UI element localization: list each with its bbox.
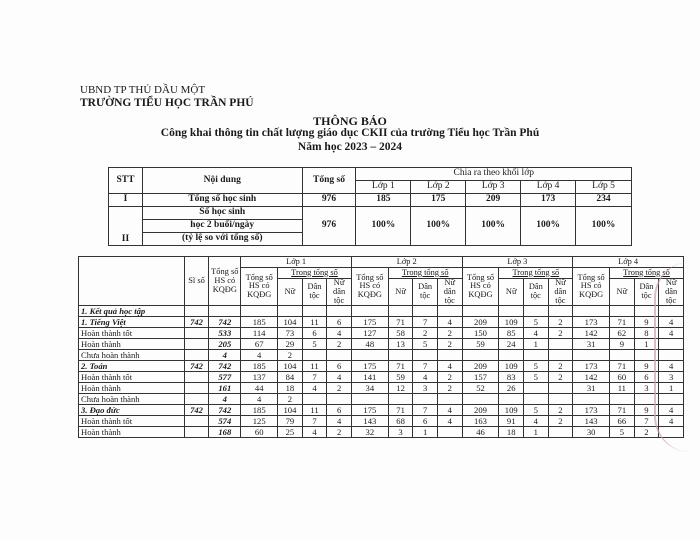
doc-title: THÔNG BÁO	[313, 114, 387, 128]
cell-total: 168	[209, 427, 241, 438]
cell-value: 91	[499, 416, 524, 427]
h-stt: STT	[109, 168, 143, 194]
cell-total: 4	[209, 394, 241, 405]
cell-value: 29	[278, 339, 303, 350]
h-total: Tổng số	[302, 168, 356, 194]
cell-value	[388, 350, 413, 361]
cell-value: 4	[241, 394, 278, 405]
cell-value	[548, 306, 573, 317]
cell-value: 7	[634, 416, 659, 427]
row-label: 2. Toán	[79, 361, 185, 372]
cell-siso: 742	[184, 361, 209, 372]
cell-value: 150	[462, 328, 499, 339]
table-row	[109, 194, 632, 207]
cell-value: 157	[462, 372, 499, 383]
cell-value: 4	[524, 416, 549, 427]
cell-value: 109	[499, 405, 524, 416]
cell-value: 209	[462, 317, 499, 328]
cell-value: 2	[437, 339, 462, 350]
h-dantoc: Dân tộc	[524, 279, 549, 306]
cell-value: 6	[634, 372, 659, 383]
results-table	[78, 256, 684, 438]
cell-value	[548, 383, 573, 394]
cell-value: 9	[634, 405, 659, 416]
cell-value: 185	[241, 405, 278, 416]
cell-value: 4	[302, 383, 327, 394]
cell-value: 2	[548, 405, 573, 416]
cell-value: 100%	[356, 207, 411, 246]
h-nu: Nữ	[388, 279, 413, 306]
row-label: 1. Kết quả học tập	[79, 306, 185, 317]
cell-total: 742	[209, 405, 241, 416]
cell-value: 52	[462, 383, 499, 394]
cell-value: 127	[351, 328, 388, 339]
cell-value: 100%	[411, 207, 466, 246]
row-label: Hoàn thành	[79, 383, 185, 394]
cell-value: 4	[437, 416, 462, 427]
cell-value: 2	[548, 416, 573, 427]
cell-value: 2	[548, 372, 573, 383]
cell-value	[524, 306, 549, 317]
h-nu: Nữ	[610, 279, 635, 306]
cell-value: 143	[573, 416, 610, 427]
cell-value: 4	[659, 416, 684, 427]
cell-value: 13	[388, 339, 413, 350]
cell-value: 8	[634, 328, 659, 339]
cell-value	[548, 339, 573, 350]
cell-value: 5	[524, 405, 549, 416]
cell-value: 31	[573, 339, 610, 350]
cell-value: 4	[659, 328, 684, 339]
cell-value	[302, 394, 327, 405]
h-grade: Lớp 2	[411, 181, 466, 194]
cell-value: 71	[388, 361, 413, 372]
cell-value: 4	[302, 427, 327, 438]
cell-value	[548, 394, 573, 405]
cell-value: 4	[327, 372, 352, 383]
cell-stt: II	[109, 207, 143, 246]
cell-value: 141	[351, 372, 388, 383]
table-row	[79, 383, 684, 394]
cell-value: 137	[241, 372, 278, 383]
cell-value: 173	[573, 405, 610, 416]
cell-siso	[184, 394, 209, 405]
cell-value	[437, 306, 462, 317]
cell-value: 142	[573, 328, 610, 339]
cell-value: 4	[327, 416, 352, 427]
cell-siso	[184, 339, 209, 350]
cell-total: 577	[209, 372, 241, 383]
cell-value: 6	[302, 328, 327, 339]
doc-subtitle: Công khai thông tin chất lượng giáo dục CKII của trường Tiểu học Trần Phú	[160, 127, 540, 139]
cell-value: 175	[411, 194, 466, 207]
summary-table	[108, 167, 632, 246]
cell-value: 4	[659, 361, 684, 372]
org-line-2: TRƯỜNG TIỂU HỌC TRẦN PHÚ	[80, 97, 254, 109]
cell-value	[327, 306, 352, 317]
cell-siso	[184, 383, 209, 394]
cell-value: 7	[413, 361, 438, 372]
cell-value	[524, 394, 549, 405]
cell-total: 742	[209, 317, 241, 328]
cell-value	[388, 306, 413, 317]
cell-total: 976	[302, 194, 356, 207]
cell-value: 209	[466, 194, 521, 207]
cell-value: 109	[499, 317, 524, 328]
row-label: 1. Tiếng Việt	[79, 317, 185, 328]
cell-value: 2	[548, 361, 573, 372]
h-content: Nội dung	[142, 168, 302, 194]
cell-siso	[184, 416, 209, 427]
cell-siso	[184, 427, 209, 438]
cell-value: 6	[327, 405, 352, 416]
cell-value: 234	[576, 194, 632, 207]
cell-value: 7	[302, 372, 327, 383]
cell-value: 7	[302, 416, 327, 427]
cell-value: 71	[610, 405, 635, 416]
cell-value: 1	[524, 339, 549, 350]
h-nudantoc: Nữ dân tộc	[659, 279, 684, 306]
cell-value: 67	[241, 339, 278, 350]
cell-value: 175	[351, 317, 388, 328]
cell-value: 163	[462, 416, 499, 427]
cell-value: 5	[524, 372, 549, 383]
cell-value: 109	[499, 361, 524, 372]
cell-siso	[184, 328, 209, 339]
cell-content: (tỷ lệ so với tổng số)	[142, 233, 302, 246]
cell-value: 100%	[466, 207, 521, 246]
cell-content: học 2 buổi/ngày	[142, 220, 302, 233]
cell-value: 71	[388, 317, 413, 328]
cell-value	[462, 394, 499, 405]
cell-value: 5	[610, 427, 635, 438]
cell-value: 18	[278, 383, 303, 394]
cell-value: 5	[302, 339, 327, 350]
cell-value: 1	[524, 427, 549, 438]
cell-value	[499, 394, 524, 405]
cell-value	[351, 394, 388, 405]
cell-value: 7	[413, 317, 438, 328]
cell-value: 6	[327, 361, 352, 372]
cell-value	[437, 394, 462, 405]
cell-value: 30	[573, 427, 610, 438]
cell-value: 2	[327, 427, 352, 438]
cell-value	[327, 394, 352, 405]
cell-value: 104	[278, 361, 303, 372]
h-label-blank	[79, 257, 185, 306]
h-grade: Lớp 1	[241, 257, 352, 268]
h-nu: Nữ	[499, 279, 524, 306]
cell-value: 4	[659, 317, 684, 328]
cell-value: 11	[302, 317, 327, 328]
cell-value	[437, 427, 462, 438]
cell-value: 1	[413, 427, 438, 438]
table-row	[79, 427, 684, 438]
cell-value: 4	[437, 405, 462, 416]
table-row	[79, 372, 684, 383]
table-row	[79, 416, 684, 427]
cell-value: 125	[241, 416, 278, 427]
cell-value: 142	[573, 372, 610, 383]
cell-value: 2	[327, 339, 352, 350]
cell-content: Tổng số học sinh	[142, 194, 302, 207]
cell-total: 742	[209, 361, 241, 372]
h-nudantoc: Nữ dân tộc	[548, 279, 573, 306]
cell-value: 209	[462, 405, 499, 416]
h-siso: Sĩ số	[184, 257, 209, 306]
cell-value: 24	[499, 339, 524, 350]
h-group: Chia ra theo khối lớp	[356, 168, 632, 181]
table-row	[79, 405, 684, 416]
cell-value	[413, 306, 438, 317]
cell-value: 143	[351, 416, 388, 427]
cell-value: 173	[573, 317, 610, 328]
cell-value: 2	[327, 383, 352, 394]
cell-value: 60	[241, 427, 278, 438]
cell-value: 2	[437, 372, 462, 383]
cell-total: 574	[209, 416, 241, 427]
cell-value: 5	[413, 339, 438, 350]
cell-total	[209, 306, 241, 317]
cell-value: 173	[573, 361, 610, 372]
cell-value	[524, 383, 549, 394]
table-row	[79, 394, 684, 405]
cell-value: 32	[351, 427, 388, 438]
h-tong-hs: Tổng số HS có KQĐG	[241, 268, 278, 306]
cell-value: 25	[278, 427, 303, 438]
cell-value: 173	[521, 194, 576, 207]
cell-value	[351, 350, 388, 361]
cell-value: 2	[548, 317, 573, 328]
cell-siso	[184, 350, 209, 361]
cell-value: 104	[278, 405, 303, 416]
cell-value	[327, 350, 352, 361]
cell-value: 83	[499, 372, 524, 383]
cell-value	[462, 350, 499, 361]
cell-value: 2	[634, 427, 659, 438]
h-grade: Lớp 2	[351, 257, 462, 268]
cell-value	[524, 350, 549, 361]
h-grade: Lớp 4	[573, 257, 684, 268]
row-label: Hoàn thành tốt	[79, 328, 185, 339]
cell-value: 66	[610, 416, 635, 427]
cell-value: 11	[610, 383, 635, 394]
h-dantoc: Dân tộc	[302, 279, 327, 306]
cell-value: 2	[278, 394, 303, 405]
cell-siso: 742	[184, 405, 209, 416]
cell-value: 1	[659, 383, 684, 394]
cell-value: 209	[462, 361, 499, 372]
table-row	[79, 350, 684, 361]
h-grade: Lớp 3	[462, 257, 573, 268]
cell-siso	[184, 372, 209, 383]
cell-value	[610, 306, 635, 317]
cell-value: 185	[241, 317, 278, 328]
cell-value: 3	[413, 383, 438, 394]
cell-value: 114	[241, 328, 278, 339]
cell-value: 2	[437, 328, 462, 339]
h-grade: Lớp 3	[466, 181, 521, 194]
table-row	[79, 328, 684, 339]
cell-value: 104	[278, 317, 303, 328]
cell-value: 175	[351, 405, 388, 416]
cell-value: 59	[462, 339, 499, 350]
cell-value	[351, 306, 388, 317]
cell-value: 71	[388, 405, 413, 416]
cell-value: 9	[610, 339, 635, 350]
cell-value	[610, 394, 635, 405]
cell-value: 71	[610, 317, 635, 328]
cell-value: 4	[437, 317, 462, 328]
cell-value: 84	[278, 372, 303, 383]
cell-value: 2	[413, 328, 438, 339]
cell-value	[278, 306, 303, 317]
cell-value: 175	[351, 361, 388, 372]
cell-value: 5	[524, 361, 549, 372]
h-grade: Lớp 1	[356, 181, 411, 194]
cell-value	[573, 394, 610, 405]
h-nu: Nữ	[278, 279, 303, 306]
cell-value: 2	[437, 383, 462, 394]
h-tong-hs: Tổng số HS có KQĐG	[462, 268, 499, 306]
cell-value: 85	[499, 328, 524, 339]
row-label: 3. Đạo đức	[79, 405, 185, 416]
cell-value: 100%	[521, 207, 576, 246]
cell-value	[573, 306, 610, 317]
cell-value	[241, 306, 278, 317]
cell-value: 4	[659, 405, 684, 416]
cell-value: 34	[351, 383, 388, 394]
h-trong: Trong tổng số	[610, 268, 684, 279]
h-trong: Trong tổng số	[278, 268, 352, 279]
row-label: Chưa hoàn thành	[79, 394, 185, 405]
table-row	[109, 207, 632, 220]
cell-value	[388, 394, 413, 405]
cell-value: 6	[413, 416, 438, 427]
cell-siso: 742	[184, 317, 209, 328]
cell-value: 1	[634, 339, 659, 350]
doc-year: Năm học 2023 – 2024	[297, 141, 403, 153]
cell-value	[302, 306, 327, 317]
h-nudantoc: Nữ dân tộc	[327, 279, 352, 306]
h-grade: Lớp 5	[576, 181, 632, 194]
h-tong-hs: Tổng số HS có KQĐG	[351, 268, 388, 306]
h-dantoc: Dân tộc	[413, 279, 438, 306]
org-line-1: UBND TP THỦ DẦU MỘT	[80, 84, 206, 96]
cell-value: 59	[388, 372, 413, 383]
cell-total: 4	[209, 350, 241, 361]
cell-content: Số học sinh	[142, 207, 302, 220]
cell-value: 4	[524, 328, 549, 339]
h-dantoc: Dân tộc	[634, 279, 659, 306]
cell-value	[462, 306, 499, 317]
cell-value	[499, 350, 524, 361]
row-label: Hoàn thành	[79, 339, 185, 350]
h-trong: Trong tổng số	[499, 268, 573, 279]
cell-value: 185	[241, 361, 278, 372]
cell-value: 6	[327, 317, 352, 328]
cell-value: 7	[413, 405, 438, 416]
cell-value: 4	[413, 372, 438, 383]
cell-value	[499, 306, 524, 317]
cell-value: 100%	[576, 207, 632, 246]
cell-value: 11	[302, 405, 327, 416]
cell-value: 71	[610, 361, 635, 372]
h-grade: Lớp 4	[521, 181, 576, 194]
cell-total: 533	[209, 328, 241, 339]
cell-total: 161	[209, 383, 241, 394]
cell-value: 48	[351, 339, 388, 350]
h-total-kqdg: Tổng số HS có KQĐG	[209, 257, 241, 306]
cell-value: 18	[499, 427, 524, 438]
cell-total: 976	[302, 207, 356, 246]
cell-value: 44	[241, 383, 278, 394]
cell-value: 2	[548, 328, 573, 339]
row-label: Chưa hoàn thành	[79, 350, 185, 361]
cell-value: 185	[356, 194, 411, 207]
cell-value: 2	[278, 350, 303, 361]
cell-value: 3	[659, 372, 684, 383]
table-row	[79, 361, 684, 372]
cell-value	[548, 350, 573, 361]
cell-value: 9	[634, 361, 659, 372]
h-nudantoc: Nữ dân tộc	[437, 279, 462, 306]
cell-siso	[184, 306, 209, 317]
cell-value: 46	[462, 427, 499, 438]
cell-value	[413, 394, 438, 405]
table-row	[79, 339, 684, 350]
cell-value: 60	[610, 372, 635, 383]
cell-value: 68	[388, 416, 413, 427]
red-stamp-mark	[654, 262, 690, 452]
cell-value: 31	[573, 383, 610, 394]
cell-value: 73	[278, 328, 303, 339]
cell-value: 26	[499, 383, 524, 394]
cell-value: 5	[524, 317, 549, 328]
cell-value	[573, 350, 610, 361]
cell-value	[437, 350, 462, 361]
cell-value	[548, 427, 573, 438]
h-tong-hs: Tổng số HS có KQĐG	[573, 268, 610, 306]
cell-value	[413, 350, 438, 361]
cell-value: 3	[388, 427, 413, 438]
cell-value: 4	[327, 328, 352, 339]
cell-total: 205	[209, 339, 241, 350]
cell-value: 58	[388, 328, 413, 339]
cell-value	[610, 350, 635, 361]
cell-value: 4	[241, 350, 278, 361]
cell-value: 79	[278, 416, 303, 427]
table-row	[79, 306, 684, 317]
cell-value: 3	[634, 383, 659, 394]
cell-value	[302, 350, 327, 361]
table-row	[79, 317, 684, 328]
cell-value: 12	[388, 383, 413, 394]
h-trong: Trong tổng số	[388, 268, 462, 279]
cell-value: 4	[437, 361, 462, 372]
cell-value: 11	[302, 361, 327, 372]
row-label: Hoàn thành tốt	[79, 416, 185, 427]
cell-value: 62	[610, 328, 635, 339]
row-label: Hoàn thành tốt	[79, 372, 185, 383]
row-label: Hoàn thành	[79, 427, 185, 438]
cell-stt: I	[109, 194, 143, 207]
cell-value: 9	[634, 317, 659, 328]
